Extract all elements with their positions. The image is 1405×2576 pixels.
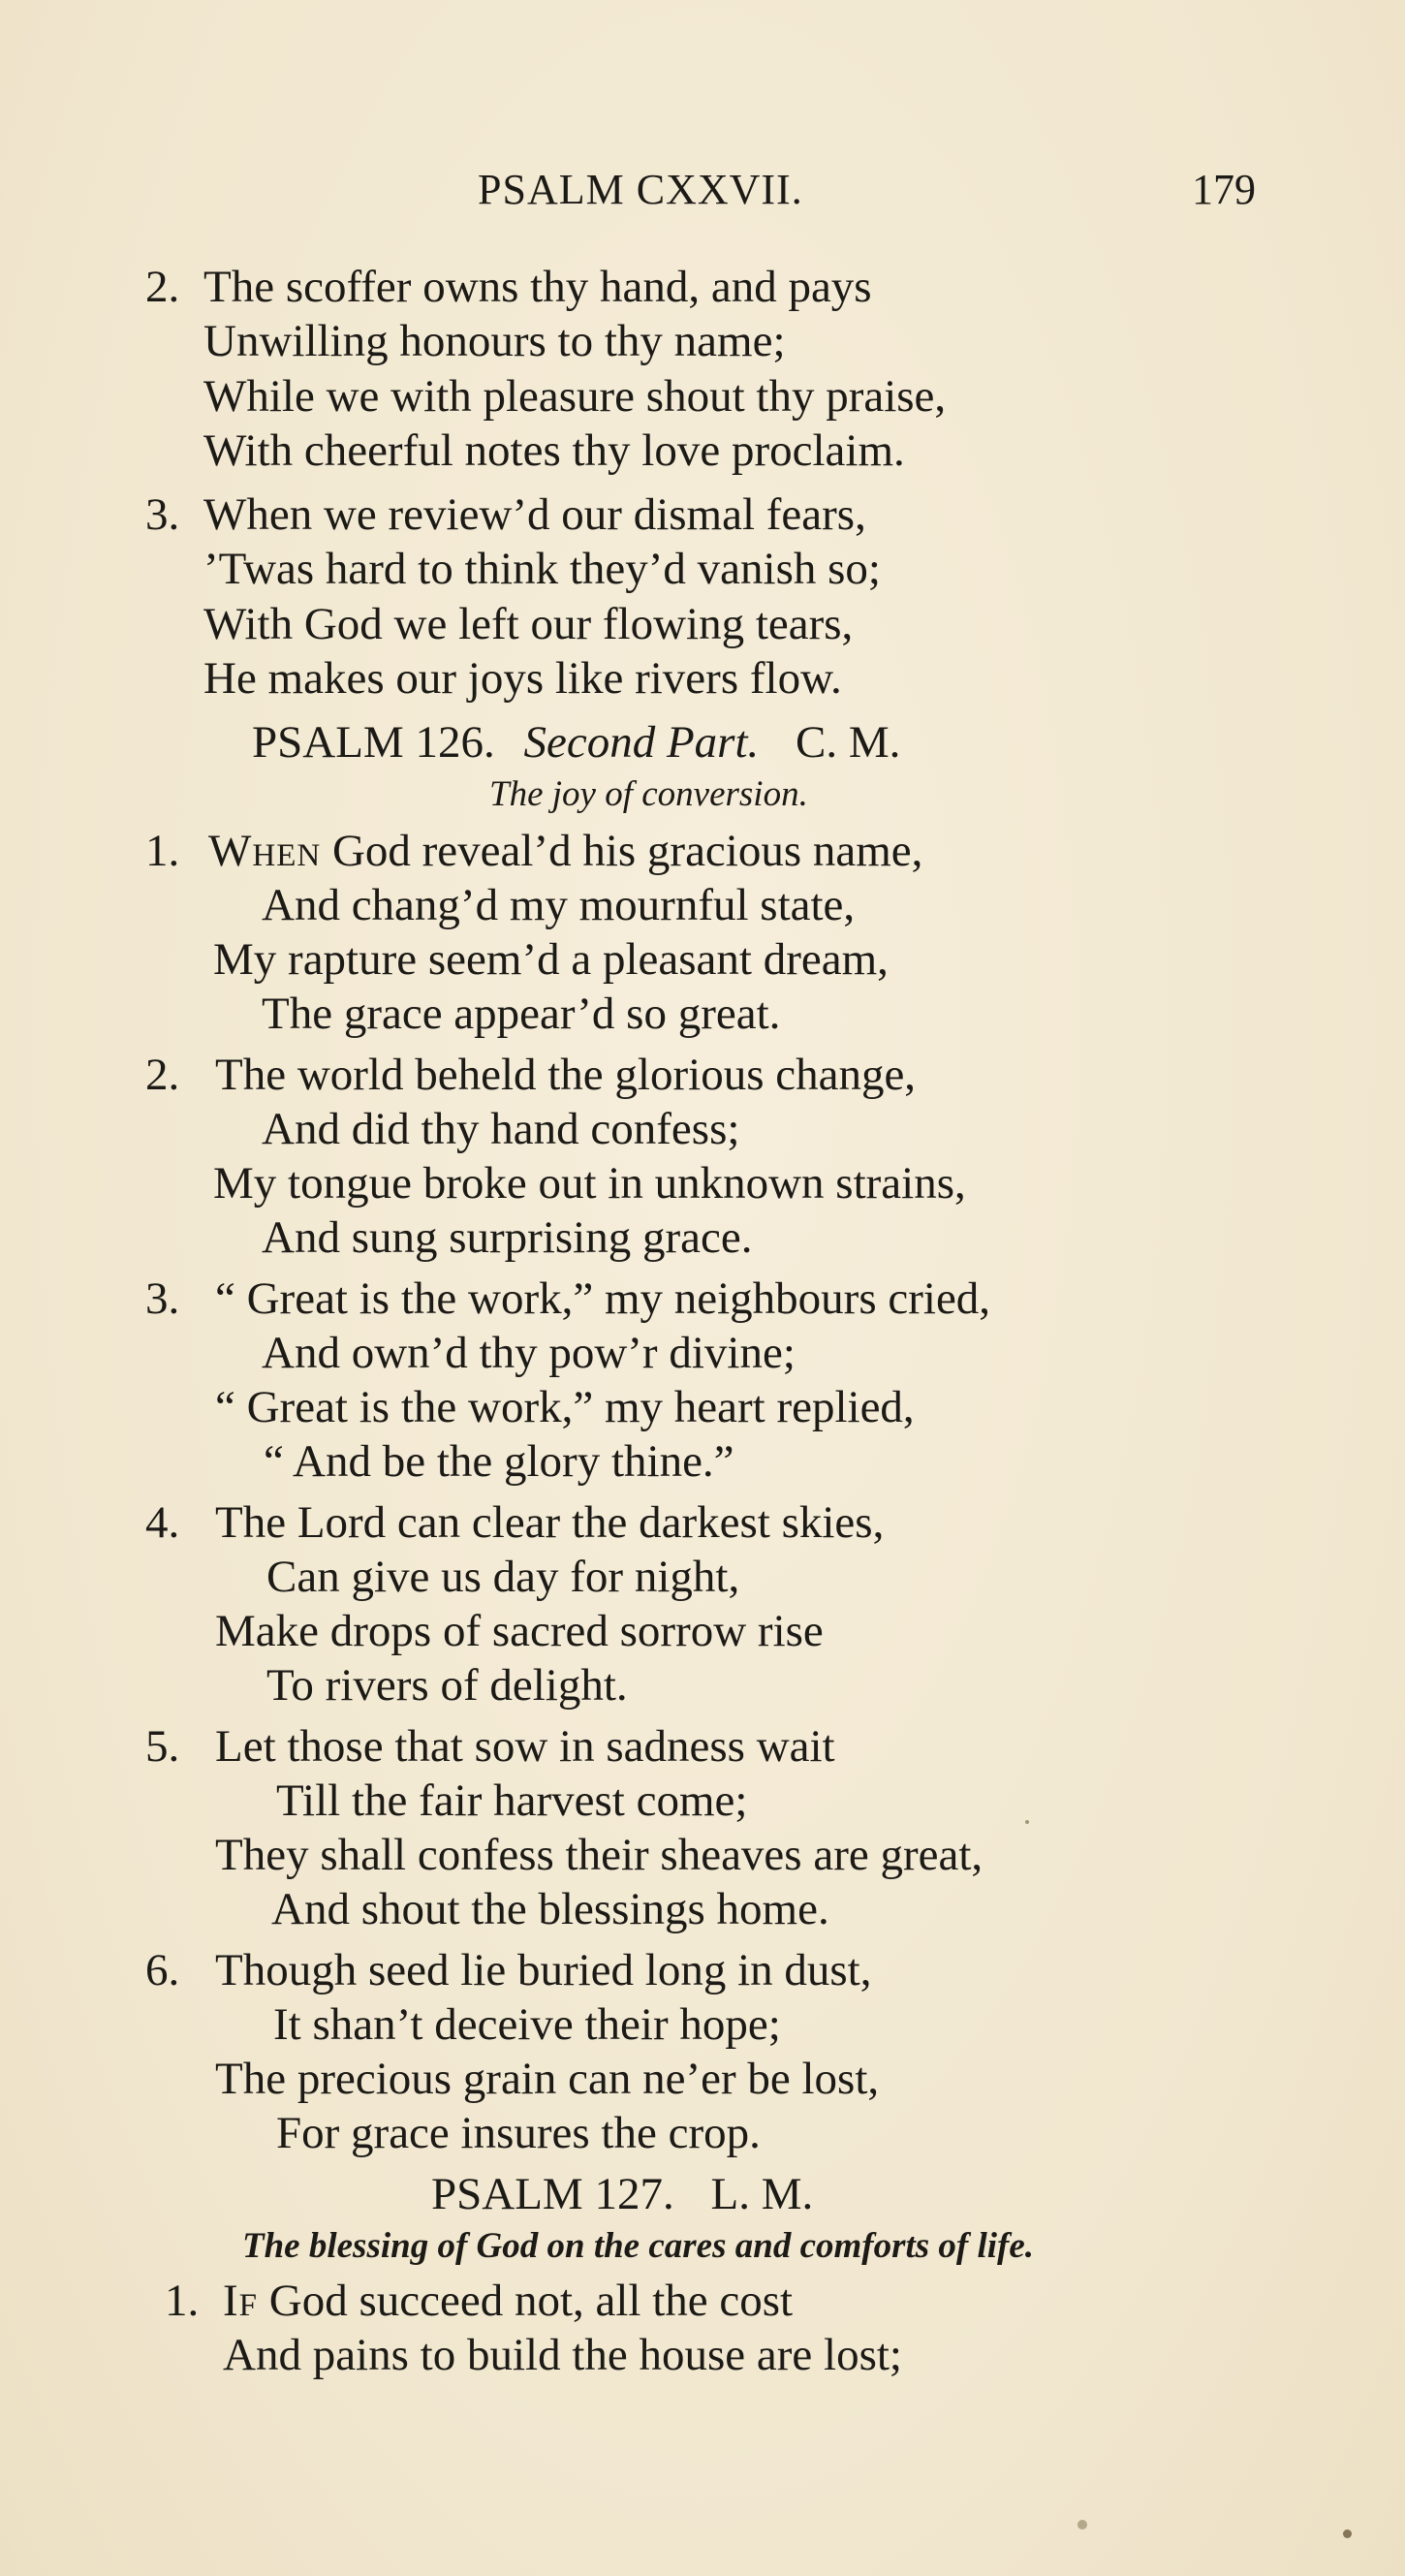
verse-line-text: God reveal’d his gracious name, bbox=[331, 826, 923, 876]
stanza-number: 1. bbox=[145, 826, 180, 876]
psalm-subtitle: The joy of conversion. bbox=[489, 774, 808, 814]
psalm-heading bbox=[252, 715, 900, 770]
stanza-number: 1. bbox=[165, 2276, 200, 2326]
page-number: 179 bbox=[1192, 166, 1256, 213]
stanza-number: 2. bbox=[145, 262, 180, 312]
verse-line: The world beheld the glorious change, bbox=[215, 1050, 917, 1100]
stanza-number: 5. bbox=[145, 1721, 180, 1772]
verse-line: The grace appear’d so great. bbox=[262, 989, 781, 1039]
psalm-heading-meter: C. M. bbox=[796, 717, 901, 768]
verse-line: And pains to build the house are lost; bbox=[223, 2330, 902, 2380]
verse-line: While we with pleasure shout thy praise, bbox=[203, 371, 947, 422]
verse-line: They shall confess their sheaves are great, bbox=[215, 1830, 984, 1880]
stanza-number: 4. bbox=[145, 1497, 180, 1548]
stanza-number: 6. bbox=[145, 1945, 180, 1995]
verse-line bbox=[208, 824, 922, 878]
verse-first-word: When bbox=[208, 826, 322, 876]
stanza-number: 3. bbox=[145, 1273, 180, 1324]
psalm-heading-number: PSALM 126. bbox=[252, 717, 495, 768]
verse-line: And chang’d my mournful state, bbox=[262, 880, 856, 930]
stanza-number: 3. bbox=[145, 489, 180, 540]
verse-line: “ Great is the work,” my heart replied, bbox=[215, 1382, 915, 1432]
psalm-heading bbox=[431, 2167, 813, 2221]
verse-line: He makes our joys like rivers flow. bbox=[203, 653, 842, 704]
verse-line: My tongue broke out in unknown strains, bbox=[213, 1158, 966, 1209]
verse-line: And shout the blessings home. bbox=[271, 1884, 829, 1934]
verse-line: The Lord can clear the darkest skies, bbox=[215, 1497, 885, 1548]
verse-line: To rivers of delight. bbox=[266, 1660, 628, 1711]
verse-line: It shan’t deceive their hope; bbox=[273, 1999, 781, 2050]
verse-line: My rapture seem’d a pleasant dream, bbox=[213, 934, 889, 985]
verse-line: And did thy hand confess; bbox=[262, 1104, 740, 1154]
psalm-heading-part: Second Part. bbox=[523, 717, 760, 768]
verse-line: Unwilling honours to thy name; bbox=[203, 316, 786, 366]
verse-line: “ And be the glory thine.” bbox=[264, 1436, 734, 1487]
verse-line: With cheerful notes thy love proclaim. bbox=[203, 425, 905, 476]
verse-line: Let those that sow in sadness wait bbox=[215, 1721, 835, 1772]
verse-line: And sung surprising grace. bbox=[262, 1212, 753, 1263]
paper-speck bbox=[1077, 2520, 1087, 2529]
verse-line: For grace insures the crop. bbox=[276, 2108, 761, 2158]
paper-speck bbox=[1343, 2529, 1352, 2538]
paper-speck bbox=[1025, 1820, 1029, 1824]
verse-line: Though seed lie buried long in dust, bbox=[215, 1945, 872, 1995]
psalm-heading-number: PSALM 127. bbox=[431, 2169, 674, 2219]
verse-line: ’Twas hard to think they’d vanish so; bbox=[203, 544, 881, 594]
verse-line: Till the fair harvest come; bbox=[276, 1775, 748, 1826]
verse-first-word: If bbox=[223, 2276, 259, 2326]
verse-line: And own’d thy pow’r divine; bbox=[262, 1328, 796, 1378]
verse-line bbox=[223, 2274, 793, 2328]
psalm-heading-meter: L. M. bbox=[710, 2169, 814, 2219]
verse-line: When we review’d our dismal fears, bbox=[203, 489, 866, 540]
verse-line: Can give us day for night, bbox=[266, 1552, 740, 1602]
stanza-number: 2. bbox=[145, 1050, 180, 1100]
verse-line: Make drops of sacred sorrow rise bbox=[215, 1606, 824, 1656]
psalm-subtitle: The blessing of God on the cares and comforts of life. bbox=[242, 2226, 1035, 2266]
verse-line: The scoffer owns thy hand, and pays bbox=[203, 262, 872, 312]
verse-line: With God we left our flowing tears, bbox=[203, 599, 854, 649]
running-head bbox=[0, 165, 1405, 223]
verse-line: “ Great is the work,” my neighbours cried, bbox=[215, 1273, 991, 1324]
running-head-title: PSALM CXXVII. bbox=[478, 166, 803, 213]
verse-line: The precious grain can ne’er be lost, bbox=[215, 2054, 880, 2104]
verse-line-text: God succeed not, all the cost bbox=[268, 2276, 794, 2326]
